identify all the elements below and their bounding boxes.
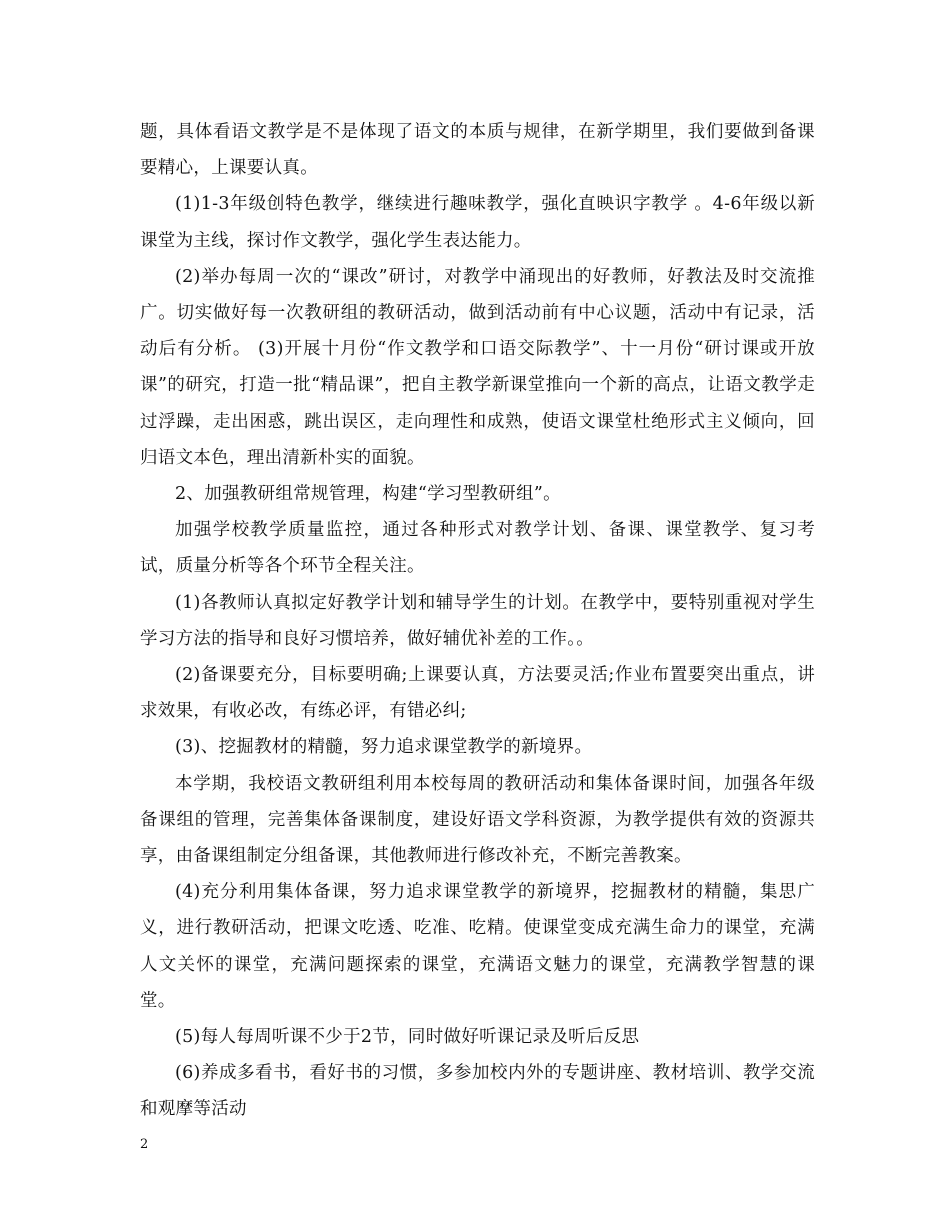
- paragraph-2: (1)1-3年级创特色教学，继续进行趣味教学，强化直映识字教学 。4-6年级以新课堂为主线，探讨作文教学，强化学生表达能力。: [140, 194, 815, 251]
- paragraph-3: (2)举办每周一次的“课改”研讨，对教学中涌现出的好教师，好教法及时交流推广。切实做好每一次教研组的教研活动，做到活动前有中心议题，活动中有记录，活动后有分析。 (3)开展十月份“作文教学和口语交际教学”、十一月份“研讨课或开放课”的研究，打造一批“精品课”，把自主教学新课堂推向一个新的高点，让语文教学走过浮躁，走出困惑，跳出误区，走向理性和成熟，使语文课堂杜绝形式主义倾向，回归语文本色，理出清新朴实的面貌。: [140, 266, 815, 468]
- paragraph-5: 加强学校教学质量监控，通过各种形式对教学计划、备课、课堂教学、复习考试，质量分析等各个环节全程关注。: [140, 520, 815, 577]
- paragraph-12: (6)养成多看书，看好书的习惯，多参加校内外的专题讲座、教材培训、教学交流和观摩等活动: [140, 1063, 815, 1120]
- page-number: 2: [140, 1137, 149, 1152]
- document-body: [140, 114, 815, 1128]
- paragraph-7: (2)备课要充分，目标要明确;上课要认真，方法要灵活;作业布置要突出重点，讲求效果，有收必改，有练必评，有错必纠;: [140, 665, 815, 722]
- paragraph-10: (4)充分利用集体备课，努力追求课堂教学的新境界，挖掘教材的精髓，集思广义，进行教研活动，把课文吃透、吃准、吃精。使课堂变成充满生命力的课堂，充满人文关怀的课堂，充满问题探索的课堂，充满语文魅力的课堂，充满教学智慧的课堂。: [140, 882, 815, 1011]
- paragraph-6: (1)各教师认真拟定好教学计划和辅导学生的计划。在教学中，要特别重视对学生学习方法的指导和良好习惯培养，做好辅优补差的工作。。: [140, 592, 815, 649]
- paragraph-4: 2、加强教研组常规管理，构建“学习型教研组”。: [175, 484, 561, 505]
- paragraph-11: (5)每人每周听课不少于2节，同时做好听课记录及听后反思: [175, 1027, 640, 1048]
- paragraph-9: 本学期，我校语文教研组利用本校每周的教研活动和集体备课时间，加强各年级备课组的管理，完善集体备课制度，建设好语文学科资源，为教学提供有效的资源共享，由备课组制定分组备课，其他教师进行修改补充，不断完善教案。: [140, 773, 815, 867]
- paragraph-8: (3)、挖掘教材的精髓，努力追求课堂教学的新境界。: [175, 737, 593, 758]
- paragraph-1: 题，具体看语文教学是不是体现了语文的本质与规律，在新学期里，我们要做到备课要精心，上课要认真。: [140, 122, 815, 179]
